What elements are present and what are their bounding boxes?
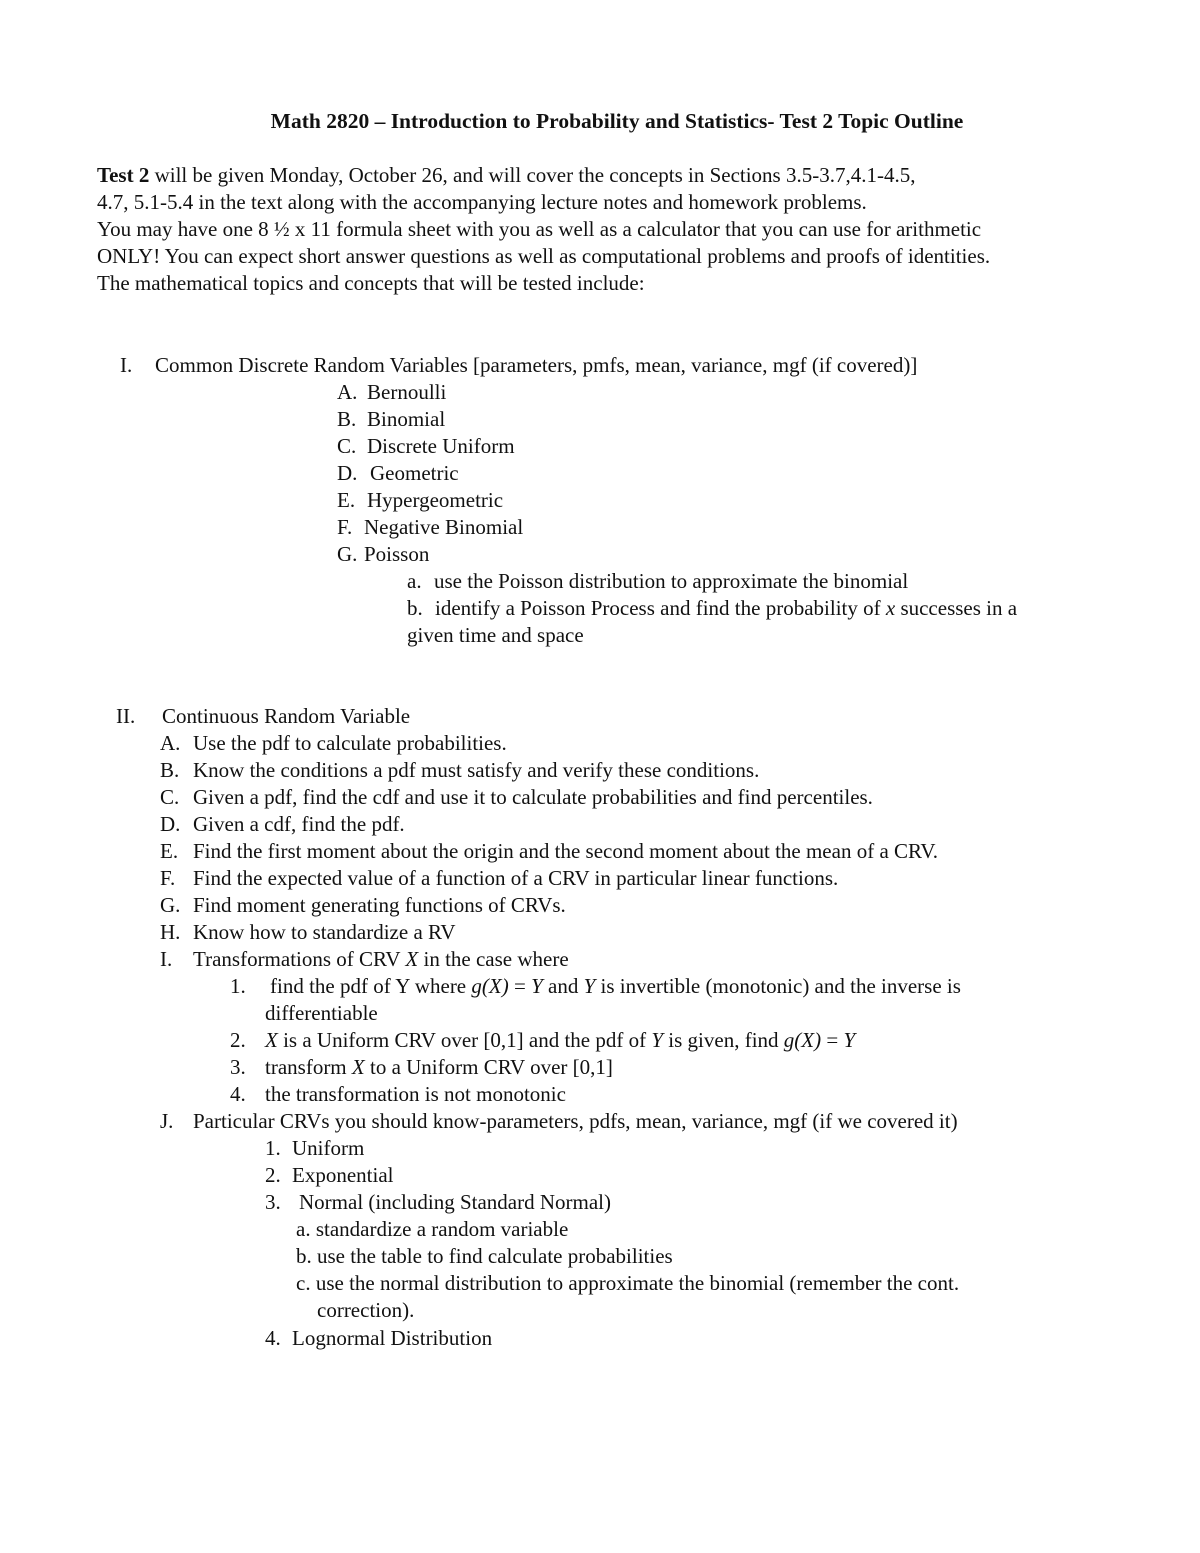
transform-sub-1 (230, 973, 961, 1000)
variable-y: Y (843, 1028, 856, 1052)
sub-marker: 2. (230, 1028, 246, 1052)
item-marker: A. (160, 731, 181, 755)
sub-marker: b. (407, 596, 423, 620)
crv-sub-4 (265, 1325, 492, 1352)
variable-y: Y (651, 1028, 664, 1052)
item-marker: A. (337, 380, 358, 404)
normal-sub-c: c. use the normal distribution to approximate the binomial (remember the cont. (296, 1271, 960, 1295)
list-item (160, 892, 566, 919)
sub-text: Lognormal Distribution (292, 1326, 493, 1350)
poisson-sub-b (407, 595, 1017, 622)
section-1-heading (120, 352, 917, 379)
sub-marker: 4. (265, 1326, 281, 1350)
item-text: Use the pdf to calculate probabilities. (193, 731, 507, 755)
list-item (337, 460, 459, 487)
list-item (337, 514, 523, 541)
item-marker: C. (337, 434, 357, 458)
item-text: Given a pdf, find the cdf and use it to calculate probabilities and find percentiles. (193, 785, 873, 809)
item-text: Find the first moment about the origin and the second moment about the mean of a CRV. (193, 839, 939, 863)
list-item (160, 919, 456, 946)
list-item (337, 379, 446, 406)
crv-sub-1 (265, 1135, 364, 1162)
intro-line-1-text: will be given Monday, October 26, and will cover the concepts in Sections 3.5-3.7,4.1-4.5, (149, 163, 916, 187)
list-item (337, 433, 515, 460)
sub-marker: a. (407, 569, 422, 593)
item-marker: F. (160, 866, 176, 890)
normal-sub-c-continued: correction). (317, 1298, 415, 1322)
sub-text: and (542, 974, 584, 998)
item-marker: B. (337, 407, 357, 431)
sub-text: use the Poisson distribution to approximate the binomial (434, 569, 909, 593)
intro-line-5: The mathematical topics and concepts that will be tested include: (97, 271, 645, 295)
item-text: Negative Binomial (364, 515, 524, 539)
sub-text: identify a Poisson Process and find the probability of (435, 596, 886, 620)
sub-marker: 4. (230, 1082, 246, 1106)
normal-sub-b: b. use the table to find calculate probabilities (296, 1244, 673, 1268)
sub-text: Uniform (292, 1136, 365, 1160)
item-text: Given a cdf, find the pdf. (193, 812, 405, 836)
item-marker: D. (337, 461, 358, 485)
item-marker: C. (160, 785, 180, 809)
item-marker: G. (160, 893, 181, 917)
list-item (337, 541, 429, 568)
sub-marker: 1. (265, 1136, 281, 1160)
item-marker: F. (337, 515, 353, 539)
sub-text: the transformation is not monotonic (265, 1082, 566, 1106)
section-2-title: Continuous Random Variable (162, 704, 411, 728)
math-g-of-x: g(X) (783, 1028, 822, 1052)
crv-sub-2 (265, 1162, 393, 1189)
document-title: Math 2820 – Introduction to Probability and Statistics- Test 2 Topic Outline (270, 109, 964, 133)
item-text: Find the expected value of a function of a CRV in particular linear functions. (193, 866, 839, 890)
normal-sub-a: a. standardize a random variable (296, 1217, 569, 1241)
poisson-sub-b-continued: given time and space (407, 623, 584, 647)
sub-text: is invertible (monotonic) and the inverse is (595, 974, 961, 998)
sub-marker: 3. (265, 1190, 281, 1214)
item-text: Transformations of CRV (193, 947, 406, 971)
variable-x: X (265, 1028, 278, 1052)
item-marker: D. (160, 812, 181, 836)
list-item (160, 757, 759, 784)
transform-sub-2 (230, 1027, 855, 1054)
intro-line-4: ONLY! You can expect short answer questions as well as computational problems and proofs of identities. (97, 244, 991, 268)
variable-x: x (885, 596, 896, 620)
list-item-particular-crvs (160, 1108, 958, 1135)
item-text: Discrete Uniform (367, 434, 515, 458)
item-marker: B. (160, 758, 180, 782)
item-text: Know the conditions a pdf must satisfy and verify these conditions. (193, 758, 760, 782)
sub-text: Normal (including Standard Normal) (299, 1190, 612, 1214)
sub-text: = (508, 974, 532, 998)
item-text: Hypergeometric (367, 488, 504, 512)
variable-x: X (351, 1055, 365, 1079)
item-text: Poisson (364, 542, 430, 566)
sub-text: successes in a (895, 596, 1018, 620)
variable-x: X (405, 947, 419, 971)
list-item (160, 730, 507, 757)
list-item (337, 406, 445, 433)
variable-y: Y (583, 974, 596, 998)
item-text: Know how to standardize a RV (193, 920, 456, 944)
item-marker: I. (160, 947, 173, 971)
test-label: Test 2 (97, 163, 150, 187)
item-marker: H. (160, 920, 181, 944)
list-item-transformations (160, 946, 569, 973)
transform-sub-4 (230, 1081, 566, 1108)
item-text: Particular CRVs you should know-parameters, pdfs, mean, variance, mgf (if we covered it) (193, 1109, 958, 1133)
intro-paragraph (97, 162, 1137, 297)
math-g-of-x: g(X) (471, 974, 509, 998)
item-marker: E. (160, 839, 179, 863)
sub-marker: 3. (230, 1055, 246, 1079)
section-2-heading (116, 703, 410, 730)
poisson-sub-a (407, 568, 908, 595)
intro-line-1 (97, 162, 1137, 189)
item-text: Bernoulli (367, 380, 447, 404)
sub-text: is given, find (663, 1028, 784, 1052)
item-text: Binomial (367, 407, 446, 431)
intro-line-3: You may have one 8 ½ x 11 formula sheet with you as well as a calculator that you can use for arithmetic (97, 217, 982, 241)
list-item (160, 784, 873, 811)
sub-text: Exponential (292, 1163, 394, 1187)
section-1-marker: I. (120, 353, 133, 377)
item-text: Find moment generating functions of CRVs. (193, 893, 566, 917)
crv-sub-3 (265, 1189, 611, 1216)
sub-marker: 1. (230, 974, 246, 998)
section-2-marker: II. (116, 704, 136, 728)
list-item (160, 811, 405, 838)
sub-text: is a Uniform CRV over [0,1] and the pdf of (277, 1028, 652, 1052)
sub-marker: 2. (265, 1163, 281, 1187)
list-item (160, 838, 938, 865)
sub-text: = (821, 1028, 844, 1052)
item-marker: J. (160, 1109, 174, 1133)
list-item (160, 865, 838, 892)
intro-line-2: 4.7, 5.1-5.4 in the text along with the accompanying lecture notes and homework problems. (97, 190, 867, 214)
sub-text: transform (265, 1055, 352, 1079)
item-marker: E. (337, 488, 356, 512)
section-1-title: Common Discrete Random Variables [parameters, pmfs, mean, variance, mgf (if covered)] (155, 353, 918, 377)
variable-y: Y (531, 974, 543, 998)
item-text: in the case where (418, 947, 569, 971)
sub-text: to a Uniform CRV over [0,1] (364, 1055, 613, 1079)
list-item (337, 487, 503, 514)
item-text: Geometric (370, 461, 459, 485)
item-marker: G. (337, 542, 358, 566)
transform-sub-1-continued: differentiable (265, 1001, 378, 1025)
sub-text: find the pdf of Y where (270, 974, 472, 998)
transform-sub-3 (230, 1054, 613, 1081)
